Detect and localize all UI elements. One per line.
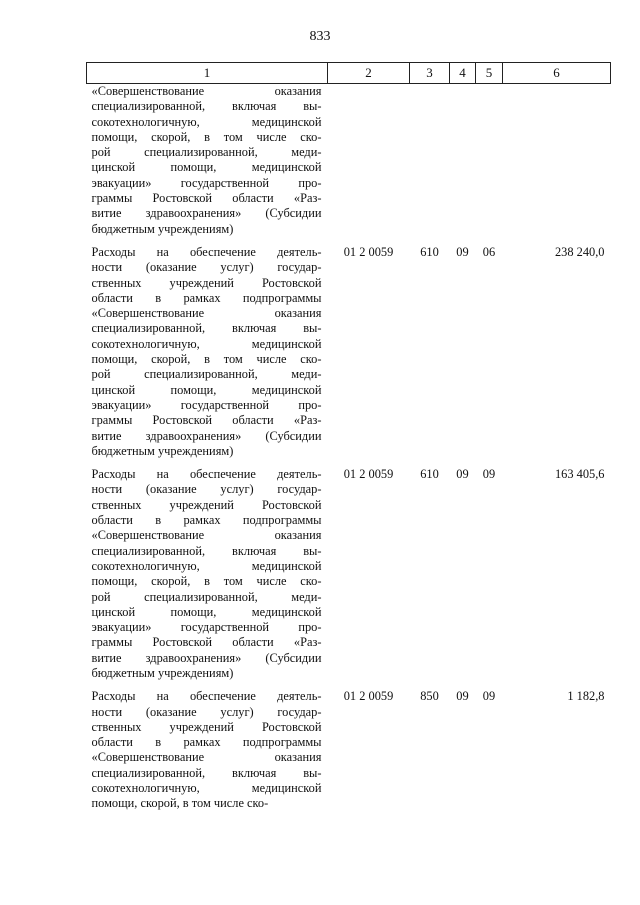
description-line: бюджетным учреждениям) (91, 443, 234, 458)
description-line: области в рамках подпрограммы (91, 735, 322, 750)
expense-type-cell: 610 (420, 467, 439, 482)
description-line: бюджетным учреждениям) (91, 221, 234, 236)
table-row (87, 237, 611, 459)
description-line: «Совершенствование оказания (91, 528, 322, 543)
section-cell: 09 (456, 467, 469, 482)
amount-cell: 1 182,8 (567, 689, 605, 704)
description-line: ственных учреждений Ростовской (91, 719, 322, 734)
expense-type-cell: 850 (420, 689, 439, 704)
description-line: «Совершенствование оказания (91, 306, 322, 321)
description-line: Расходы на обеспечение деятель- (91, 467, 322, 482)
description-line: витие здравоохранения» (Субсидии (91, 206, 322, 221)
description-line: бюджетным учреждениям) (91, 665, 234, 680)
description-line: области в рамках подпрограммы (91, 513, 322, 528)
table-row (87, 681, 611, 811)
description-line: помощи, скорой, в том числе ско- (91, 352, 322, 367)
description-line: витие здравоохранения» (Субсидии (91, 428, 322, 443)
section-cell: 09 (456, 689, 469, 704)
row-description (87, 681, 328, 811)
description-line: ности (оказание услуг) государ- (91, 482, 322, 497)
description-line: ности (оказание услуг) государ- (91, 704, 322, 719)
target-code-cell: 01 2 0059 (343, 467, 394, 482)
description-line: специализированной, включая вы- (91, 321, 322, 336)
description-line: помощи, скорой, в том числе ско- (91, 129, 322, 144)
description-line: «Совершенствование оказания (91, 750, 322, 765)
description-line: эвакуации» государственной про- (91, 397, 322, 412)
row-description (87, 84, 328, 237)
header-col-4: 4 (450, 63, 476, 84)
description-line: сокотехнологичную, медицинской (91, 558, 322, 573)
target-code-cell: 01 2 0059 (343, 244, 394, 259)
amount-cell: 163 405,6 (554, 467, 605, 482)
description-line: специализированной, включая вы- (91, 543, 322, 558)
subsection-cell: 09 (482, 689, 496, 704)
budget-table-container (86, 62, 610, 812)
amount-cell: 238 240,0 (554, 244, 605, 259)
description-line: граммы Ростовской области «Раз- (91, 635, 322, 650)
description-line: эвакуации» государственной про- (91, 175, 322, 190)
table-body (87, 84, 611, 812)
description-line: специализированной, включая вы- (91, 765, 322, 780)
description-line: Расходы на обеспечение деятель- (91, 689, 322, 704)
table-row (87, 459, 611, 681)
expense-type-cell: 610 (420, 244, 439, 259)
description-line: специализированной, включая вы- (91, 99, 322, 114)
header-col-2: 2 (328, 63, 410, 84)
description-line: витие здравоохранения» (Субсидии (91, 650, 322, 665)
description-line: помощи, скорой, в том числе ско- (91, 796, 269, 811)
budget-table (86, 62, 611, 812)
subsection-cell: 09 (482, 467, 496, 482)
table-row-continuation (87, 84, 611, 237)
description-line: цинской помощи, медицинской (91, 604, 322, 619)
description-line: эвакуации» государственной про- (91, 620, 322, 635)
description-line: рой специализированной, меди- (91, 589, 322, 604)
row-description (87, 237, 328, 459)
description-line: сокотехнологичную, медицинской (91, 336, 322, 351)
description-line: ности (оказание услуг) государ- (91, 260, 322, 275)
description-line: рой специализированной, меди- (91, 367, 322, 382)
subsection-cell: 06 (482, 244, 496, 259)
target-code-cell: 01 2 0059 (343, 689, 394, 704)
description-line: рой специализированной, меди- (91, 145, 322, 160)
description-line: сокотехнологичную, медицинской (91, 114, 322, 129)
row-description (87, 459, 328, 681)
description-line: помощи, скорой, в том числе ско- (91, 574, 322, 589)
page-number: 833 (309, 29, 331, 44)
description-line: ственных учреждений Ростовской (91, 275, 322, 290)
description-line: сокотехнологичную, медицинской (91, 781, 322, 796)
description-line: Расходы на обеспечение деятель- (91, 244, 322, 259)
description-line: цинской помощи, медицинской (91, 160, 322, 175)
description-line: граммы Ростовской области «Раз- (91, 413, 322, 428)
header-row (87, 63, 611, 84)
description-line: цинской помощи, медицинской (91, 382, 322, 397)
description-line: ственных учреждений Ростовской (91, 497, 322, 512)
header-col-3: 3 (410, 63, 450, 84)
header-col-6: 6 (503, 63, 611, 84)
description-line: области в рамках подпрограммы (91, 290, 322, 305)
header-col-1: 1 (87, 63, 328, 84)
description-line: «Совершенствование оказания (91, 84, 322, 98)
section-cell: 09 (456, 244, 469, 259)
description-line: граммы Ростовской области «Раз- (91, 191, 322, 206)
header-col-5: 5 (476, 63, 503, 84)
